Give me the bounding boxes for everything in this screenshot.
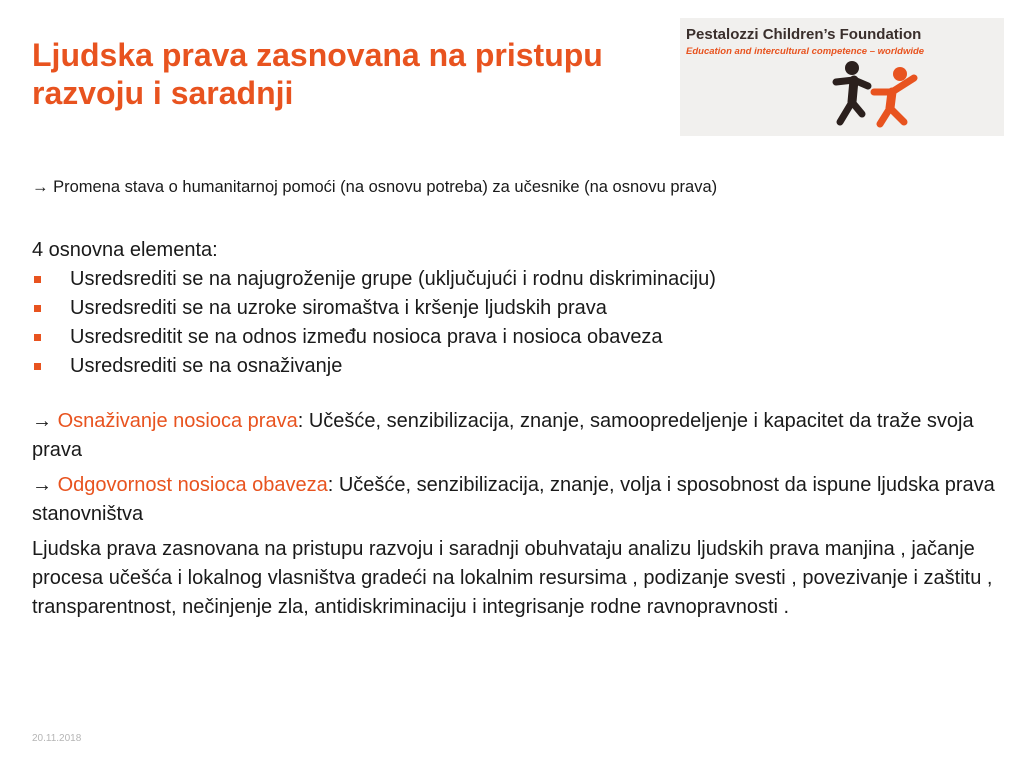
square-bullet-icon	[34, 363, 41, 370]
empowerment-paragraph	[32, 407, 997, 465]
list-item-text: Usredsrediti se na uzroke siromaštva i kršenje ljudskih prava	[70, 297, 607, 319]
children-figures-icon	[830, 58, 930, 130]
arrow-icon: →	[32, 474, 52, 496]
list-item-text: Usredsreditit se na odnos između nosioca prava i nosioca obaveza	[70, 326, 663, 348]
list-item	[32, 294, 997, 323]
list-item	[32, 352, 997, 381]
accountability-highlight: Odgovornost nosioca obaveza	[57, 474, 328, 496]
slide-title: Ljudska prava zasnovana na pristupu razvoju i saradnji	[32, 37, 603, 111]
summary-paragraph: Ljudska prava zasnovana na pristupu razvoju i saradnji obuhvataju analizu ljudskih prava manjina , jačanje procesa učešća i lokalnog vlasništva gradeći na lokalnim resursima , podizanje svesti , povezivanje i zaštitu , transparentnost, nečinjenje zla, antidiskriminaciju i integrisanje rodne ravnopravnosti .	[32, 538, 993, 618]
list-item-text: Usredsrediti se na najugroženije grupe (uključujući i rodnu diskriminaciju)	[70, 268, 716, 290]
accountability-text: : Učešće, senzibilizacija, znanje, volja i sposobnost da ispune ljudska prava stanovništva	[32, 474, 995, 525]
logo-tagline: Education and intercultural competence – worldwide	[686, 46, 925, 57]
list-item	[32, 323, 997, 352]
list-item	[32, 265, 997, 294]
footer-date: 20.11.2018	[32, 733, 82, 744]
elements-heading: 4 osnovna elementa:	[32, 239, 218, 261]
logo-name: Pestalozzi Children’s Foundation	[686, 26, 922, 43]
arrow-icon: →	[32, 410, 52, 432]
list-item-text: Usredsrediti se na osnaživanje	[70, 355, 343, 377]
empowerment-text: : Učešće, senzibilizacija, znanje, samoopredeljenje i kapacitet da traže svoja prava	[32, 410, 974, 461]
intro-statement: → Promena stava o humanitarnoj pomoći (na osnovu potreba) za učesnike (na osnovu prava)	[32, 178, 718, 196]
square-bullet-icon	[34, 305, 41, 312]
foundation-logo	[680, 18, 1004, 136]
slide-content	[32, 236, 997, 622]
spacer	[32, 381, 997, 407]
accountability-paragraph	[32, 471, 997, 529]
square-bullet-icon	[34, 276, 41, 283]
elements-list	[32, 265, 997, 381]
square-bullet-icon	[34, 334, 41, 341]
empowerment-highlight: Osnaživanje nosioca prava	[57, 410, 298, 432]
